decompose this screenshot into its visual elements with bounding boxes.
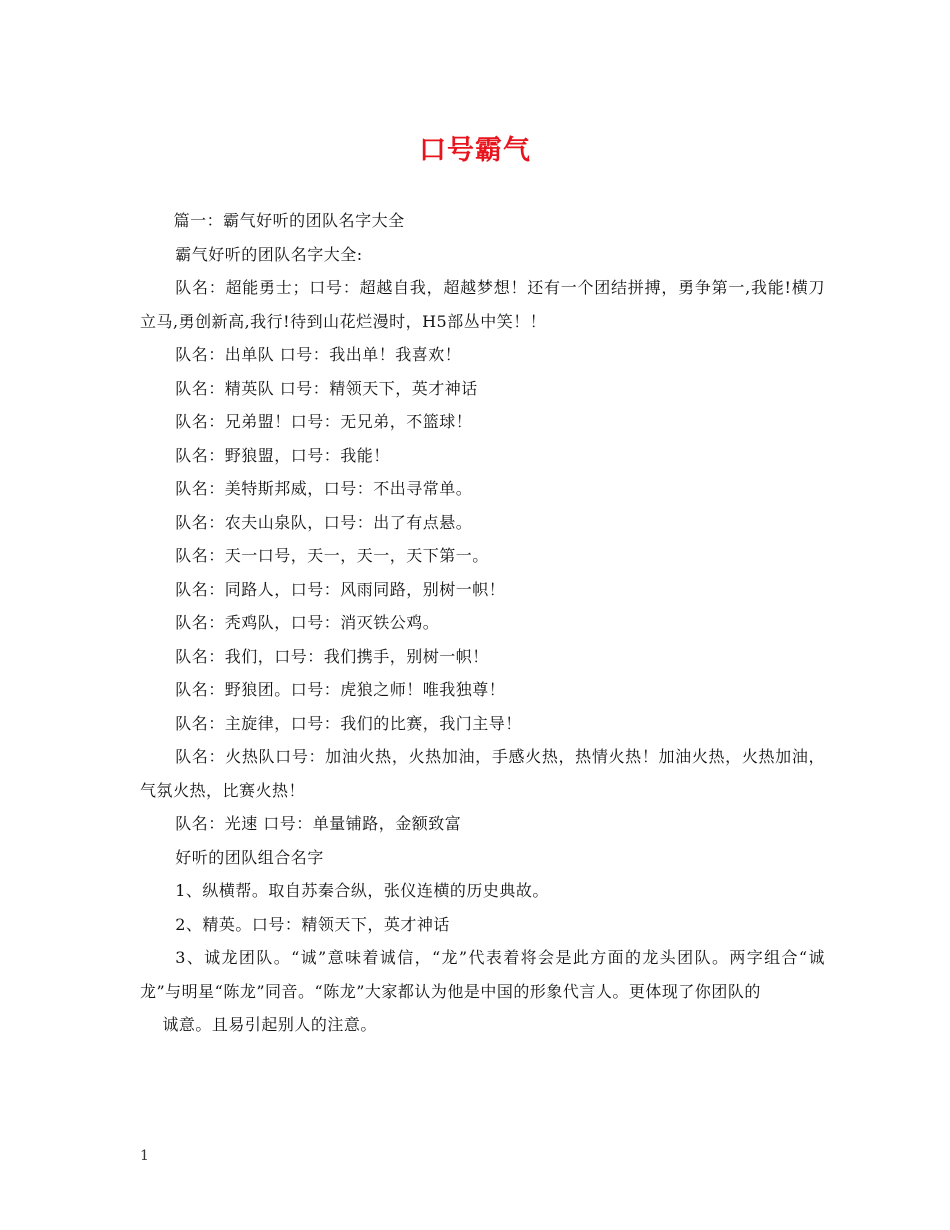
paragraph-team-entry: 队名：野狼盟，口号：我能！ bbox=[175, 445, 390, 465]
paragraph-team-entry: 队名：农夫山泉队，口号：出了有点悬。 bbox=[175, 512, 473, 532]
paragraph-team-entry: 队名：同路人，口号：风雨同路，别树一帜！ bbox=[175, 579, 506, 599]
paragraph-subheading: 好听的团队组合名字 bbox=[175, 847, 324, 867]
paragraph-team-entry: 队名：火热队口号：加油火热，火热加油，手感火热，热情火热！加油火热，火热加油，气氛火热，比赛火热！ bbox=[140, 747, 825, 800]
paragraph-team-entry: 队名：秃鸡队，口号：消灭铁公鸡。 bbox=[175, 613, 440, 632]
paragraph-team-entry: 队名：我们，口号：我们携手，别树一帜！ bbox=[175, 646, 489, 666]
paragraph-list-item: 2、精英。口号：精领天下，英才神话 bbox=[175, 914, 450, 934]
paragraph-team-entry: 队名：兄弟盟！口号：无兄弟，不篮球！ bbox=[175, 412, 473, 431]
paragraph-team-entry: 队名：超能勇士；口号：超越自我，超越梦想！还有一个团结拼搏，勇争第一,我能!横刀立马,勇创新高,我行!待到山花烂漫时，H5部丛中笑！！ bbox=[140, 278, 825, 331]
paragraph-continuation: 诚意。且易引起别人的注意。 bbox=[162, 1015, 377, 1034]
paragraph-list-item: 1、纵横帮。取自苏秦合纵，张仪连横的历史典故。 bbox=[175, 881, 549, 900]
paragraph-team-entry: 队名：出单队 口号：我出单！我喜欢！ bbox=[175, 345, 462, 364]
page-number: 1 bbox=[140, 1148, 149, 1164]
document-title: 口号霸气 bbox=[419, 135, 531, 166]
paragraph-section-heading: 篇一：霸气好听的团队名字大全 bbox=[173, 211, 405, 230]
paragraph-team-entry: 队名：主旋律，口号：我们的比赛，我门主导！ bbox=[175, 713, 522, 733]
paragraph-subheading: 霸气好听的团队名字大全: bbox=[175, 244, 363, 264]
paragraph-team-entry: 队名：精英队 口号：精领天下，英才神话 bbox=[175, 378, 478, 398]
paragraph-list-item: 3、诚龙团队。“诚”意味着诚信，“龙”代表着将会是此方面的龙头团队。两字组合“诚龙”与明星“陈龙”同音。“陈龙”大家都认为他是中国的形象代言人。更体现了你团队的 bbox=[140, 948, 825, 1001]
paragraph-team-entry: 队名：美特斯邦威，口号：不出寻常单。 bbox=[175, 479, 473, 498]
document-body bbox=[140, 204, 825, 1042]
paragraph-team-entry: 队名：野狼团。口号：虎狼之师！唯我独尊！ bbox=[175, 680, 506, 699]
paragraph-team-entry: 队名：光速 口号：单量铺路，金额致富 bbox=[175, 814, 462, 833]
paragraph-team-entry: 队名：天一口号，天一，天一，天下第一。 bbox=[175, 546, 489, 565]
